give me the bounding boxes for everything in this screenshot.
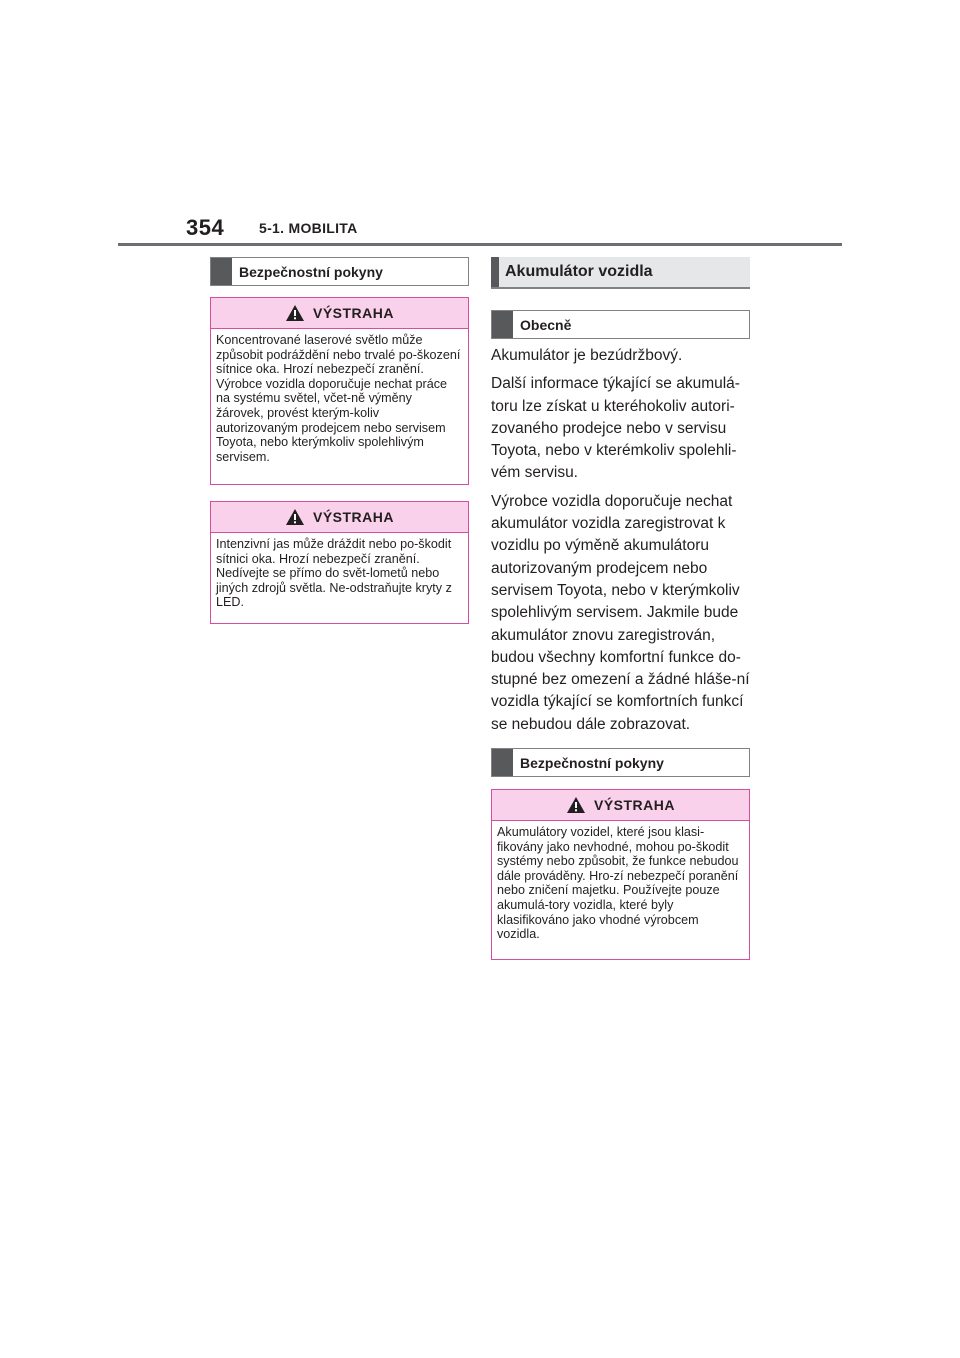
paragraph: Další informace týkající se akumulá-toru lze získat u kteréhokoliv autori-zovaného prodejce nebo v servisu Toyota, nebo v kterémkoliv spolehli-vém servisu.: [491, 375, 740, 482]
heading-bar: [492, 311, 513, 338]
heading-label: Akumulátor vozidla: [505, 263, 653, 280]
warning-paragraph: Koncentrované laserové světlo může způsobit podráždění nebo trvalé po-škození sítnice oka. Hrozí nebezpečí zranění. Výrobce vozidla doporučuje nechat práce na systému světel, včet-ně výměny žárovek, provést kterým-koliv autorizovaným prodejcem nebo servisem Toyota, nebo kterýmkoliv spolehlivým servisem.: [216, 333, 461, 464]
page-number: 354: [186, 215, 225, 240]
battery-body-text: [491, 345, 757, 742]
paragraph: Akumulátor je bezúdržbový.: [491, 347, 683, 364]
battery-main-heading: [491, 257, 750, 289]
header-divider: [118, 243, 842, 246]
heading-label: Obecně: [520, 316, 572, 333]
warning-paragraph: Akumulátory vozidel, které jsou klasi-fikovány jako nevhodné, mohou po-škodit systémy nebo způsobit, že funkce nebudou dále prováděny. Hro-zí nebezpečí poranění nebo zničení majetku. Používejte pouze akumulá-tory vozidla, které byly klasifikováno jako vhodné výrobcem vozidla.: [497, 825, 739, 942]
warning-text: [211, 533, 468, 616]
section-title: 5-1. MOBILITA: [259, 220, 358, 236]
heading-label: Bezpečnostní pokyny: [239, 263, 383, 280]
warning-header: [211, 502, 468, 533]
safety-heading-right: [491, 748, 750, 777]
warning-box-laser: [210, 297, 469, 485]
warning-paragraph: Intenzivní jas může dráždit nebo po-škodit sítnici oka. Hrozí nebezpečí zranění. Nedívejte se přímo do svět-lometů nebo jiných zdrojů světla. Ne-odstraňujte kryty z LED.: [216, 537, 452, 610]
warning-title: VÝSTRAHA: [312, 509, 394, 525]
warning-header: [211, 298, 468, 329]
warning-triangle-icon: [566, 796, 586, 814]
heading-label: Bezpečnostní pokyny: [520, 754, 664, 771]
warning-triangle-icon: [285, 304, 305, 322]
safety-heading-left: [210, 257, 469, 286]
warning-box-battery: [491, 789, 750, 960]
warning-title: VÝSTRAHA: [593, 797, 675, 813]
heading-bar: [491, 257, 499, 287]
warning-title: VÝSTRAHA: [312, 305, 394, 321]
warning-triangle-icon: [285, 508, 305, 526]
warning-text: [492, 821, 749, 948]
heading-bar: [492, 749, 513, 776]
general-subheading: [491, 310, 750, 339]
warning-header: [492, 790, 749, 821]
warning-text: [211, 329, 468, 470]
warning-box-led: [210, 501, 469, 624]
heading-bar: [211, 258, 232, 285]
paragraph: Výrobce vozidla doporučuje nechat akumulátor vozidla zaregistrovat k vozidlu po výměně akumulátoru autorizovaným prodejcem nebo servisem Toyota, nebo v kterýmkoliv spolehlivým servisem. Jakmile bude akumulátor znovu zaregistrován, budou všechny komfortní funkce do-stupné bez omezení a žádné hláše-ní vozidla týkající se komfortních funkcí se nebudou dále zobrazovat.: [491, 492, 750, 733]
